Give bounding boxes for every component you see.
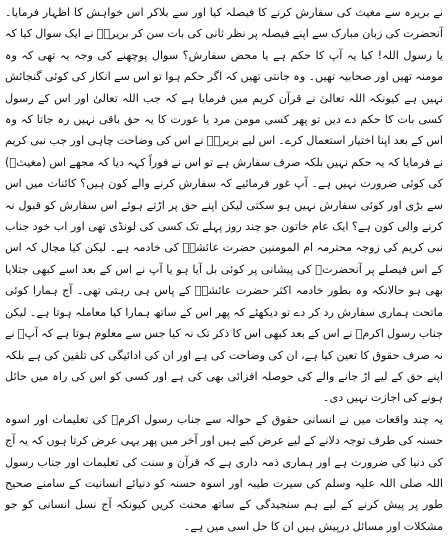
paragraph-1: نے بریرہ سے مغیث کی سفارش کرنے کا فیصلہ کیا اور سے بلاکر اس خواہش کا اظہار فرمایا۔ آنحضرت کی زبان مبارک سے اپنے فیصلہ پر نظر ثانی کی بات سن کر بریرہؓ نے ایک سوال کیا کہ یا رسول اللہ! کیا یہ آپ کا حکم ہے یا محض سفارش؟ سوال پوچھنے کی وجہ یہ تھی کہ وہ مومنہ تھیں اور صحابیہ تھیں۔ وہ جانتی تھیں کہ اگر حکم ہوا تو اس سے انکار کی کوئی گنجائش نہیں ہے کیونکہ اللہ تعالیٰ نے قرآن کریم میں فرمایا ہے کہ جب اللہ تعالیٰ اور اس کے رسول کسی بات کا حکم دے دیں تو پھر کسی مومن مرد یا عورت کا یہ حق باقی نہیں رہ جاتا کہ وہ اس کے بعد اپنا اختیار استعمال کرے۔ اس لیے بریرہؓ نے اس کی وضاحت چاہی اور جب نبی کریم نے فرمایا کہ یہ حکم نہیں بلکہ صرف سفارش ہے تو اس نے فوراً کہہ دیا کہ مجھے اس (مغیثؓ) کی کوئی ضرورت نہیں ہے۔ آپ غور فرمائیے کہ سفارش کرنے والے کون ہیں؟ کائنات میں اس سے بڑی اور کوئی سفارش نہیں ہو سکتی لیکن اپنے حق پر اڑتے ہوئے اس سفارش کو قبول نہ کرنے والی کون ہے؟ ایک عام خاتون جو چند روز پہلے تک کسی کی لونڈی تھی اور اب خود جناب نبی کریم کی زوجہ محترمہ ام المومنین حضرت عائشہؓ کی خادمہ ہے۔ لیکن کیا مجال کہ اس کے اس فیصلے پر آنحضرتؐ کی پیشانی پر کوئی بل آیا ہو یا آپ نے اس کے بعد اسے کبھی جتلایا بھی ہو حالانکہ وہ بطور خادمہ اکثر حضرت عائشہؓ کے پاس ہی رہتی تھی۔ آج ہمارا کوئی ماتحت ہماری سفارش رد کر دے تو دیکھئے کہ پھر اس کے ساتھ ہمارا کیا معاملہ ہوتا ہے۔ لیکن جناب رسول اکرمؐ نے اس کے بعد کبھی اس کا ذکر تک نہ کیا جس سے معلوم ہوتا ہے کہ آپؐ نے نہ صرف حقوق کا تعین کیا ہے، ان کی وضاحت کی ہے اور ان کی ادائیگی کی تلقین کی ہے بلکہ اپنے حق کے لیے اڑ جانے والے کی حوصلہ افزائی بھی کی ہے اور کسی کو اس کی راہ میں حائل ہونے کی اجازت نہیں دی۔ <box>5 6 443 405</box>
paragraph-2: یہ چند واقعات میں نے انسانی حقوق کے حوالہ سے جناب رسول اکرمؐ کی تعلیمات اور اسوہ حسنہ کی طرف توجہ دلانے کے لیے عرض کیے ہیں اور آخر میں پھر یہی عرض کرتا ہوں کہ یہ آج کی دنیا کی ضرورت ہے اور ہماری ذمہ داری ہے کہ قرآن و سنت کی تعلیمات اور جناب رسول اللہ صلی اللہ علیہ وسلم کی سیرت طیبہ اور اسوہ حسنہ کو دنیائے انسانیت کے سامنے صحیح طور پر پیش کرنے کے لیے ہم سنجیدگی کے ساتھ محنت کریں کیونکہ آج نسل انسانی کو جو مشکلات اور مسائل درپیش ہیں ان کا حل اسی میں ہے۔ <box>5 412 443 533</box>
article-body <box>5 2 443 537</box>
